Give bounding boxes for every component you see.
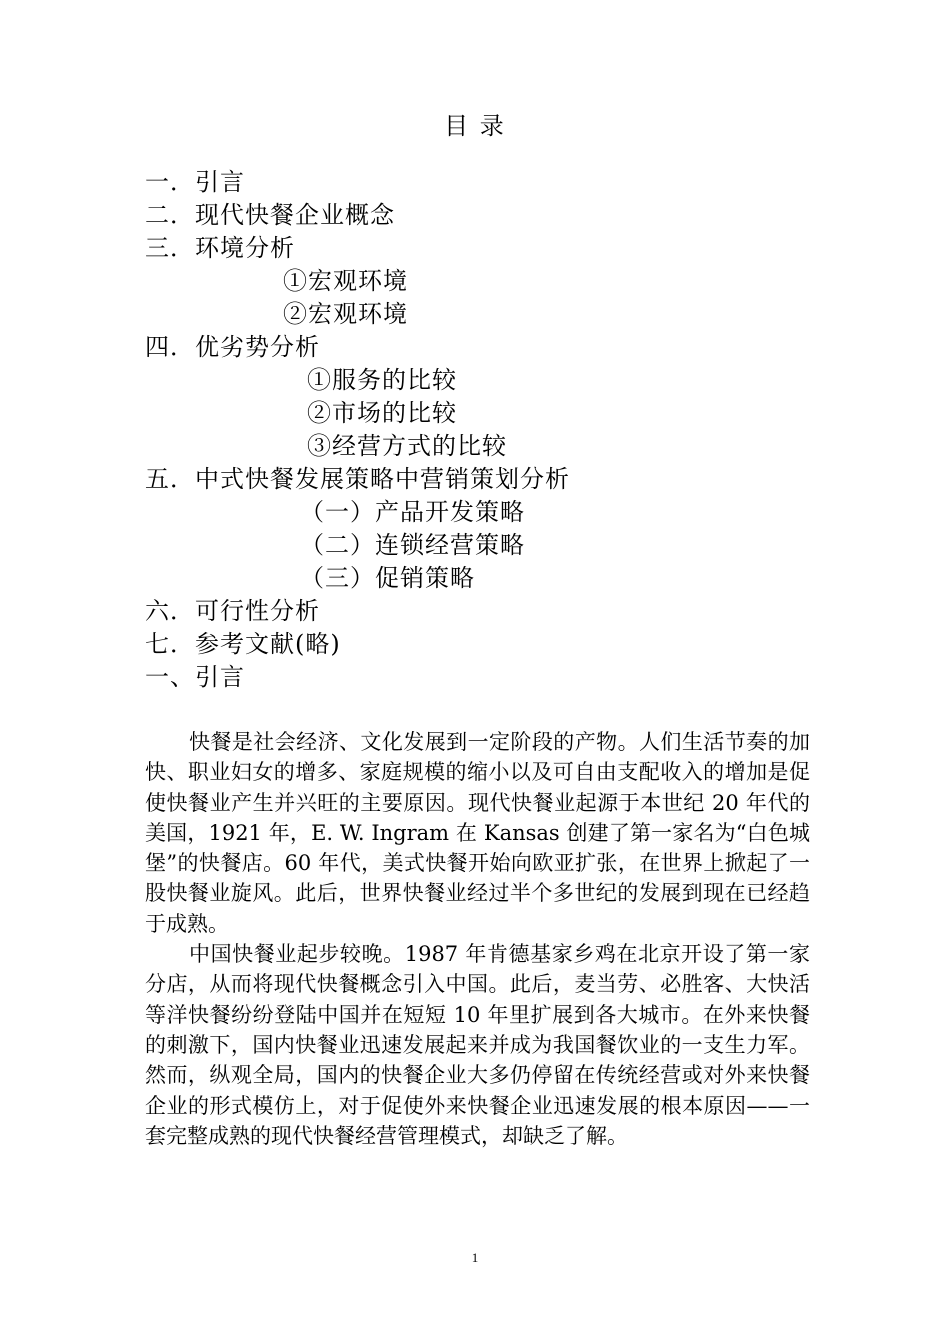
toc-subitem-macro-environment-2: ②宏观环境 [283,300,408,328]
toc-item-swot-analysis: 四．优劣势分析 [145,333,320,361]
toc-subitem-business-mode-comparison: ③经营方式的比较 [307,432,507,460]
toc-item-feasibility: 六．可行性分析 [145,597,320,625]
section-heading-introduction: 一、引言 [145,663,245,691]
page-title: 目 录 [444,112,506,140]
toc-subitem-product-development: （一）产品开发策略 [300,498,525,526]
paragraph-1: 快餐是社会经济、文化发展到一定阶段的产物。人们生活节奏的加快、职业妇女的增多、家庭规模的缩小以及可自由支配收入的增加是促使快餐业产生并兴旺的主要原因。现代快餐业起源于本世纪 20 年代的美国，1921 年，E. W. Ingram 在 Kansas 创建了第一家名为“白色城堡”的快餐店。60 年代，美式快餐开始向欧亚扩张，在世界上掀起了一股快餐业旋风。此后，世界快餐业经过半个多世纪的发展到现在已经趋于成熟。 [145,730,810,936]
toc-subitem-promotion: （三）促销策略 [300,564,475,592]
toc-subitem-service-comparison: ①服务的比较 [307,366,457,394]
toc-item-introduction: 一．引言 [145,168,245,196]
paragraph-2: 中国快餐业起步较晚。1987 年肯德基家乡鸡在北京开设了第一家分店，从而将现代快餐概念引入中国。此后，麦当劳、必胜客、大快活等洋快餐纷纷登陆中国并在短短 10 年里扩展到各大城市。在外来快餐的刺激下，国内快餐业迅速发展起来并成为我国餐饮业的一支生力军。然而，纵观全局，国内的快餐企业大多仍停留在传统经营或对外来快餐企业的形式模仿上，对于促使外来快餐企业迅速发展的根本原因——一套完整成熟的现代快餐经营管理模式，却缺乏了解。 [145,942,810,1148]
toc-subitem-macro-environment-1: ①宏观环境 [283,267,408,295]
toc-item-environment-analysis: 三．环境分析 [145,234,295,262]
toc-item-concept: 二．现代快餐企业概念 [145,201,395,229]
table-of-contents [145,166,825,694]
toc-item-marketing-strategy: 五．中式快餐发展策略中营销策划分析 [145,465,570,493]
toc-subitem-chain-operation: （二）连锁经营策略 [300,531,525,559]
body-text [145,727,810,1151]
toc-item-references: 七．参考文献(略) [145,630,341,658]
page-number: 1 [471,1250,479,1265]
toc-subitem-market-comparison: ②市场的比较 [307,399,457,427]
